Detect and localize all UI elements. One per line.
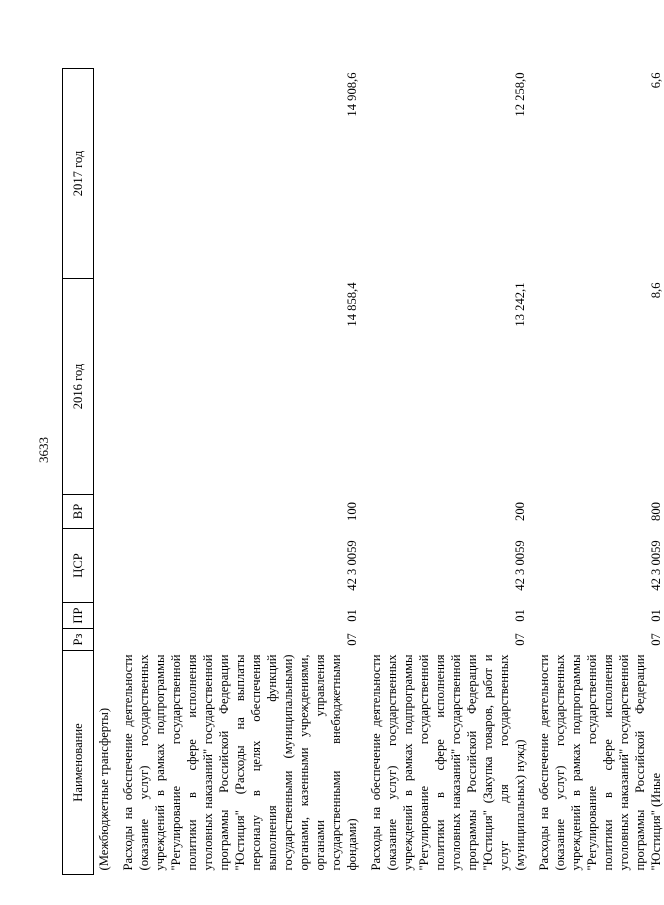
col-header-pr: ПР	[63, 603, 94, 629]
row-rz: 07	[345, 633, 359, 646]
table-row	[528, 69, 664, 875]
row-vr: 800	[649, 502, 663, 521]
row-name: Расходы на обеспечение деятельности (оказание услуг) государственных учреждений в рамках подпрограммы "Регулирование государственной политики в сфере исполнения уголовных наказаний" государственной программы Российской Федерации "Юстиция" (Иные	[537, 654, 663, 871]
row-name: Расходы на обеспечение деятельности (оказание услуг) государственных учреждений в рамках подпрограммы "Регулирование государственной политики в сфере исполнения уголовных наказаний" государственной программы Российской Федерации "Юстиция" (Расходы на выплаты персоналу в целях обеспечения выполнения функций государственными (муниципальными) органами, казенными учреждениями, органами управления государственными внебюджетными фондами)	[121, 654, 359, 871]
col-header-2017: 2017 год	[63, 69, 94, 279]
row-rz	[94, 629, 113, 651]
col-header-2016: 2016 год	[63, 279, 94, 495]
table-row	[94, 69, 113, 875]
table-row	[360, 69, 528, 875]
col-header-csr: ЦСР	[63, 529, 94, 603]
row-vr: 100	[345, 502, 359, 521]
row-2016: 14 858,4	[345, 282, 359, 327]
row-name: (Межбюджетные трансферты)	[97, 707, 111, 871]
table-header-row	[63, 69, 94, 875]
row-csr: 42 3 0059	[649, 540, 663, 591]
row-2016: 13 242,1	[513, 282, 527, 327]
row-rz: 07	[649, 633, 663, 646]
page-number: 3633	[36, 437, 51, 463]
row-pr: 01	[345, 609, 359, 622]
row-2017: 6,6	[649, 72, 663, 89]
row-name: Расходы на обеспечение деятельности (оказание услуг) государственных учреждений в рамках подпрограммы "Регулирование государственной политики в сфере исполнения уголовных наказаний" государственной программы Российской Федерации "Юстиция" (Закупка товаров, работ и услуг для государственных (муниципальных) нужд)	[369, 654, 527, 871]
row-2016	[94, 279, 113, 495]
row-2017: 12 258,0	[513, 72, 527, 117]
row-2017: 14 908,6	[345, 72, 359, 117]
col-header-rz: Рз	[63, 629, 94, 651]
table-row	[112, 69, 360, 875]
row-vr: 200	[513, 502, 527, 521]
row-pr: 01	[513, 609, 527, 622]
row-csr: 42 3 0059	[345, 540, 359, 591]
row-vr	[94, 495, 113, 529]
col-header-vr: ВР	[63, 495, 94, 529]
row-csr: 42 3 0059	[513, 540, 527, 591]
col-header-name: Наименование	[63, 651, 94, 875]
row-rz: 07	[513, 633, 527, 646]
row-pr: 01	[649, 609, 663, 622]
row-csr	[94, 529, 113, 603]
row-2017	[94, 69, 113, 279]
budget-table	[62, 68, 664, 875]
row-2016: 8,6	[649, 282, 663, 299]
row-pr	[94, 603, 113, 629]
